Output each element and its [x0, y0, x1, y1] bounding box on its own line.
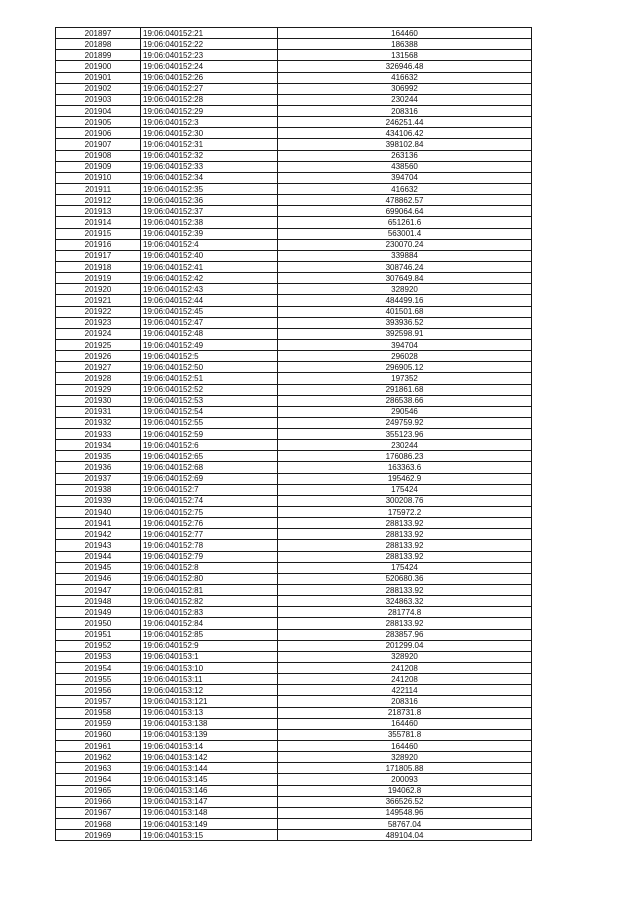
row-id-cell: 201898 [56, 39, 141, 50]
cadastral-code-cell: 19:06:040152:39 [141, 228, 278, 239]
amount-cell: 307649.84 [278, 273, 532, 284]
row-id-cell: 201949 [56, 607, 141, 618]
table-row [56, 105, 532, 116]
cadastral-code-cell: 19:06:040152:5 [141, 351, 278, 362]
amount-cell: 288133.92 [278, 551, 532, 562]
amount-cell: 230244 [278, 94, 532, 105]
row-id-cell: 201940 [56, 507, 141, 518]
amount-cell: 241208 [278, 674, 532, 685]
cadastral-code-cell: 19:06:040152:83 [141, 607, 278, 618]
table-row [56, 640, 532, 651]
row-id-cell: 201936 [56, 462, 141, 473]
table-row [56, 518, 532, 529]
cadastral-code-cell: 19:06:040152:75 [141, 507, 278, 518]
amount-cell: 328920 [278, 284, 532, 295]
cadastral-code-cell: 19:06:040152:68 [141, 462, 278, 473]
table-row [56, 362, 532, 373]
row-id-cell: 201918 [56, 261, 141, 272]
table-row [56, 384, 532, 395]
row-id-cell: 201900 [56, 61, 141, 72]
amount-cell: 392598.91 [278, 328, 532, 339]
table-row [56, 618, 532, 629]
amount-cell: 401501.68 [278, 306, 532, 317]
row-id-cell: 201908 [56, 150, 141, 161]
table-row [56, 429, 532, 440]
table-row [56, 83, 532, 94]
cadastral-code-cell: 19:06:040153:138 [141, 718, 278, 729]
cadastral-code-cell: 19:06:040152:9 [141, 640, 278, 651]
table-row [56, 183, 532, 194]
row-id-cell: 201911 [56, 183, 141, 194]
row-id-cell: 201967 [56, 807, 141, 818]
amount-cell: 164460 [278, 718, 532, 729]
cadastral-code-cell: 19:06:040153:145 [141, 774, 278, 785]
table-row [56, 629, 532, 640]
table-row [56, 395, 532, 406]
row-id-cell: 201904 [56, 105, 141, 116]
row-id-cell: 201927 [56, 362, 141, 373]
cadastral-code-cell: 19:06:040152:29 [141, 105, 278, 116]
amount-cell: 394704 [278, 172, 532, 183]
amount-cell: 308746.24 [278, 261, 532, 272]
table-row [56, 128, 532, 139]
amount-cell: 328920 [278, 651, 532, 662]
row-id-cell: 201916 [56, 239, 141, 250]
amount-cell: 416632 [278, 183, 532, 194]
cadastral-code-cell: 19:06:040152:42 [141, 273, 278, 284]
amount-cell: 283857.96 [278, 629, 532, 640]
cadastral-code-cell: 19:06:040152:79 [141, 551, 278, 562]
row-id-cell: 201914 [56, 217, 141, 228]
table-row [56, 685, 532, 696]
amount-cell: 393936.52 [278, 317, 532, 328]
table-row [56, 161, 532, 172]
row-id-cell: 201899 [56, 50, 141, 61]
row-id-cell: 201923 [56, 317, 141, 328]
row-id-cell: 201951 [56, 629, 141, 640]
cadastral-code-cell: 19:06:040152:59 [141, 429, 278, 440]
table-row [56, 273, 532, 284]
amount-cell: 197352 [278, 373, 532, 384]
cadastral-code-cell: 19:06:040152:45 [141, 306, 278, 317]
amount-cell: 296028 [278, 351, 532, 362]
cadastral-code-cell: 19:06:040152:77 [141, 529, 278, 540]
table-row [56, 295, 532, 306]
amount-cell: 416632 [278, 72, 532, 83]
amount-cell: 201299.04 [278, 640, 532, 651]
amount-cell: 324863.32 [278, 596, 532, 607]
row-id-cell: 201921 [56, 295, 141, 306]
amount-cell: 241208 [278, 663, 532, 674]
row-id-cell: 201948 [56, 596, 141, 607]
table-row [56, 72, 532, 83]
row-id-cell: 201943 [56, 540, 141, 551]
cadastral-code-cell: 19:06:040153:149 [141, 818, 278, 829]
amount-cell: 246251.44 [278, 117, 532, 128]
table-row [56, 807, 532, 818]
amount-cell: 288133.92 [278, 585, 532, 596]
amount-cell: 286538.66 [278, 395, 532, 406]
table-row [56, 28, 532, 39]
row-id-cell: 201922 [56, 306, 141, 317]
cadastral-code-cell: 19:06:040152:44 [141, 295, 278, 306]
row-id-cell: 201963 [56, 763, 141, 774]
table-row [56, 741, 532, 752]
table-row [56, 473, 532, 484]
table-row [56, 284, 532, 295]
cadastral-code-cell: 19:06:040152:24 [141, 61, 278, 72]
table-row [56, 585, 532, 596]
table-row [56, 651, 532, 662]
amount-cell: 171805.88 [278, 763, 532, 774]
row-id-cell: 201946 [56, 573, 141, 584]
table-row [56, 484, 532, 495]
cadastral-code-cell: 19:06:040152:55 [141, 417, 278, 428]
row-id-cell: 201965 [56, 785, 141, 796]
amount-cell: 290546 [278, 406, 532, 417]
table-body [56, 28, 532, 841]
table-row [56, 239, 532, 250]
amount-cell: 288133.92 [278, 618, 532, 629]
amount-cell: 164460 [278, 28, 532, 39]
cadastral-code-cell: 19:06:040152:4 [141, 239, 278, 250]
cadastral-code-cell: 19:06:040152:82 [141, 596, 278, 607]
row-id-cell: 201960 [56, 729, 141, 740]
cadastral-code-cell: 19:06:040152:23 [141, 50, 278, 61]
amount-cell: 306992 [278, 83, 532, 94]
row-id-cell: 201957 [56, 696, 141, 707]
row-id-cell: 201962 [56, 752, 141, 763]
amount-cell: 149548.96 [278, 807, 532, 818]
cadastral-code-cell: 19:06:040153:11 [141, 674, 278, 685]
amount-cell: 326946.48 [278, 61, 532, 72]
table-row [56, 718, 532, 729]
row-id-cell: 201935 [56, 451, 141, 462]
amount-cell: 489104.04 [278, 830, 532, 841]
row-id-cell: 201897 [56, 28, 141, 39]
table-row [56, 674, 532, 685]
amount-cell: 434106.42 [278, 128, 532, 139]
table-row [56, 796, 532, 807]
row-id-cell: 201905 [56, 117, 141, 128]
amount-cell: 195462.9 [278, 473, 532, 484]
row-id-cell: 201930 [56, 395, 141, 406]
cadastral-code-cell: 19:06:040153:139 [141, 729, 278, 740]
amount-cell: 186388 [278, 39, 532, 50]
cadastral-code-cell: 19:06:040152:65 [141, 451, 278, 462]
amount-cell: 175424 [278, 484, 532, 495]
table-row [56, 206, 532, 217]
row-id-cell: 201912 [56, 195, 141, 206]
row-id-cell: 201913 [56, 206, 141, 217]
row-id-cell: 201934 [56, 440, 141, 451]
amount-cell: 651261.6 [278, 217, 532, 228]
table-row [56, 339, 532, 350]
cadastral-code-cell: 19:06:040153:148 [141, 807, 278, 818]
row-id-cell: 201938 [56, 484, 141, 495]
amount-cell: 288133.92 [278, 529, 532, 540]
amount-cell: 164460 [278, 741, 532, 752]
table-row [56, 462, 532, 473]
row-id-cell: 201966 [56, 796, 141, 807]
row-id-cell: 201937 [56, 473, 141, 484]
amount-cell: 478862.57 [278, 195, 532, 206]
table-row [56, 61, 532, 72]
cadastral-code-cell: 19:06:040152:69 [141, 473, 278, 484]
cadastral-code-cell: 19:06:040153:13 [141, 707, 278, 718]
table-row [56, 495, 532, 506]
row-id-cell: 201926 [56, 351, 141, 362]
amount-cell: 484499.16 [278, 295, 532, 306]
cadastral-code-cell: 19:06:040153:121 [141, 696, 278, 707]
row-id-cell: 201919 [56, 273, 141, 284]
amount-cell: 175972.2 [278, 507, 532, 518]
table-row [56, 774, 532, 785]
amount-cell: 366526.52 [278, 796, 532, 807]
amount-cell: 300208.76 [278, 495, 532, 506]
table-row [56, 529, 532, 540]
cadastral-code-cell: 19:06:040152:52 [141, 384, 278, 395]
cadastral-code-cell: 19:06:040152:8 [141, 562, 278, 573]
amount-cell: 291861.68 [278, 384, 532, 395]
table-row [56, 261, 532, 272]
cadastral-code-cell: 19:06:040152:35 [141, 183, 278, 194]
table-row [56, 373, 532, 384]
amount-cell: 699064.64 [278, 206, 532, 217]
cadastral-code-cell: 19:06:040152:31 [141, 139, 278, 150]
cadastral-code-cell: 19:06:040152:7 [141, 484, 278, 495]
row-id-cell: 201968 [56, 818, 141, 829]
cadastral-code-cell: 19:06:040152:43 [141, 284, 278, 295]
row-id-cell: 201906 [56, 128, 141, 139]
row-id-cell: 201920 [56, 284, 141, 295]
table-row [56, 306, 532, 317]
row-id-cell: 201947 [56, 585, 141, 596]
amount-cell: 200093 [278, 774, 532, 785]
amount-cell: 194062.8 [278, 785, 532, 796]
row-id-cell: 201955 [56, 674, 141, 685]
table-row [56, 351, 532, 362]
cadastral-code-cell: 19:06:040153:142 [141, 752, 278, 763]
table-row [56, 729, 532, 740]
table-row [56, 663, 532, 674]
cadastral-code-cell: 19:06:040152:27 [141, 83, 278, 94]
amount-cell: 355123.96 [278, 429, 532, 440]
row-id-cell: 201941 [56, 518, 141, 529]
row-id-cell: 201915 [56, 228, 141, 239]
cadastral-code-cell: 19:06:040153:147 [141, 796, 278, 807]
row-id-cell: 201917 [56, 250, 141, 261]
amount-cell: 249759.92 [278, 417, 532, 428]
cadastral-code-cell: 19:06:040152:36 [141, 195, 278, 206]
cadastral-code-cell: 19:06:040152:48 [141, 328, 278, 339]
row-id-cell: 201953 [56, 651, 141, 662]
amount-cell: 520680.36 [278, 573, 532, 584]
table-row [56, 573, 532, 584]
table-row [56, 150, 532, 161]
row-id-cell: 201944 [56, 551, 141, 562]
amount-cell: 58767.04 [278, 818, 532, 829]
row-id-cell: 201961 [56, 741, 141, 752]
cadastral-code-cell: 19:06:040152:74 [141, 495, 278, 506]
row-id-cell: 201909 [56, 161, 141, 172]
amount-cell: 288133.92 [278, 518, 532, 529]
table-row [56, 94, 532, 105]
row-id-cell: 201928 [56, 373, 141, 384]
cadastral-code-cell: 19:06:040152:28 [141, 94, 278, 105]
row-id-cell: 201902 [56, 83, 141, 94]
cadastral-code-cell: 19:06:040152:22 [141, 39, 278, 50]
amount-cell: 296905.12 [278, 362, 532, 373]
cadastral-code-cell: 19:06:040152:84 [141, 618, 278, 629]
cadastral-code-cell: 19:06:040153:144 [141, 763, 278, 774]
table-row [56, 818, 532, 829]
cadastral-code-cell: 19:06:040152:85 [141, 629, 278, 640]
table-row [56, 50, 532, 61]
cadastral-code-cell: 19:06:040152:51 [141, 373, 278, 384]
table-row [56, 830, 532, 841]
cadastral-code-cell: 19:06:040152:80 [141, 573, 278, 584]
amount-cell: 175424 [278, 562, 532, 573]
row-id-cell: 201929 [56, 384, 141, 395]
row-id-cell: 201958 [56, 707, 141, 718]
row-id-cell: 201925 [56, 339, 141, 350]
amount-cell: 288133.92 [278, 540, 532, 551]
amount-cell: 218731.8 [278, 707, 532, 718]
row-id-cell: 201931 [56, 406, 141, 417]
amount-cell: 163363.6 [278, 462, 532, 473]
amount-cell: 230244 [278, 440, 532, 451]
amount-cell: 398102.84 [278, 139, 532, 150]
table-row [56, 596, 532, 607]
table-row [56, 785, 532, 796]
cadastral-code-cell: 19:06:040152:81 [141, 585, 278, 596]
cadastral-code-cell: 19:06:040152:54 [141, 406, 278, 417]
table-row [56, 451, 532, 462]
amount-cell: 339884 [278, 250, 532, 261]
cadastral-code-cell: 19:06:040153:15 [141, 830, 278, 841]
cadastral-code-cell: 19:06:040152:78 [141, 540, 278, 551]
cadastral-code-cell: 19:06:040152:3 [141, 117, 278, 128]
table-row [56, 696, 532, 707]
amount-cell: 208316 [278, 105, 532, 116]
cadastral-code-cell: 19:06:040152:33 [141, 161, 278, 172]
row-id-cell: 201959 [56, 718, 141, 729]
cadastral-code-cell: 19:06:040152:49 [141, 339, 278, 350]
amount-cell: 131568 [278, 50, 532, 61]
cadastral-code-cell: 19:06:040152:32 [141, 150, 278, 161]
table-row [56, 228, 532, 239]
amount-cell: 355781.8 [278, 729, 532, 740]
cadastral-code-cell: 19:06:040152:50 [141, 362, 278, 373]
row-id-cell: 201932 [56, 417, 141, 428]
table-row [56, 328, 532, 339]
row-id-cell: 201903 [56, 94, 141, 105]
amount-cell: 394704 [278, 339, 532, 350]
row-id-cell: 201954 [56, 663, 141, 674]
table-row [56, 763, 532, 774]
data-table [55, 27, 532, 841]
table-row [56, 217, 532, 228]
table-row [56, 117, 532, 128]
row-id-cell: 201933 [56, 429, 141, 440]
table-row [56, 607, 532, 618]
cadastral-code-cell: 19:06:040152:41 [141, 261, 278, 272]
cadastral-code-cell: 19:06:040152:53 [141, 395, 278, 406]
cadastral-code-cell: 19:06:040152:30 [141, 128, 278, 139]
table-row [56, 752, 532, 763]
cadastral-code-cell: 19:06:040152:47 [141, 317, 278, 328]
table-row [56, 551, 532, 562]
amount-cell: 328920 [278, 752, 532, 763]
cadastral-code-cell: 19:06:040152:34 [141, 172, 278, 183]
table-row [56, 707, 532, 718]
cadastral-code-cell: 19:06:040152:76 [141, 518, 278, 529]
cadastral-code-cell: 19:06:040153:1 [141, 651, 278, 662]
amount-cell: 422114 [278, 685, 532, 696]
row-id-cell: 201910 [56, 172, 141, 183]
table-row [56, 440, 532, 451]
table-row [56, 250, 532, 261]
cadastral-code-cell: 19:06:040152:37 [141, 206, 278, 217]
row-id-cell: 201942 [56, 529, 141, 540]
cadastral-code-cell: 19:06:040153:12 [141, 685, 278, 696]
table-row [56, 39, 532, 50]
amount-cell: 208316 [278, 696, 532, 707]
row-id-cell: 201964 [56, 774, 141, 785]
table-row [56, 417, 532, 428]
table-row [56, 139, 532, 150]
row-id-cell: 201924 [56, 328, 141, 339]
table-row [56, 195, 532, 206]
amount-cell: 281774.8 [278, 607, 532, 618]
cadastral-code-cell: 19:06:040152:40 [141, 250, 278, 261]
table-row [56, 540, 532, 551]
amount-cell: 176086.23 [278, 451, 532, 462]
table-row [56, 562, 532, 573]
amount-cell: 563001.4 [278, 228, 532, 239]
table-row [56, 317, 532, 328]
row-id-cell: 201950 [56, 618, 141, 629]
cadastral-code-cell: 19:06:040152:6 [141, 440, 278, 451]
cadastral-code-cell: 19:06:040152:21 [141, 28, 278, 39]
cadastral-code-cell: 19:06:040152:38 [141, 217, 278, 228]
cadastral-code-cell: 19:06:040153:146 [141, 785, 278, 796]
table-row [56, 406, 532, 417]
amount-cell: 230070.24 [278, 239, 532, 250]
row-id-cell: 201945 [56, 562, 141, 573]
row-id-cell: 201907 [56, 139, 141, 150]
cadastral-code-cell: 19:06:040153:14 [141, 741, 278, 752]
row-id-cell: 201939 [56, 495, 141, 506]
row-id-cell: 201956 [56, 685, 141, 696]
row-id-cell: 201901 [56, 72, 141, 83]
cadastral-code-cell: 19:06:040152:26 [141, 72, 278, 83]
row-id-cell: 201969 [56, 830, 141, 841]
row-id-cell: 201952 [56, 640, 141, 651]
amount-cell: 263136 [278, 150, 532, 161]
amount-cell: 438560 [278, 161, 532, 172]
cadastral-code-cell: 19:06:040153:10 [141, 663, 278, 674]
table-row [56, 507, 532, 518]
table-row [56, 172, 532, 183]
